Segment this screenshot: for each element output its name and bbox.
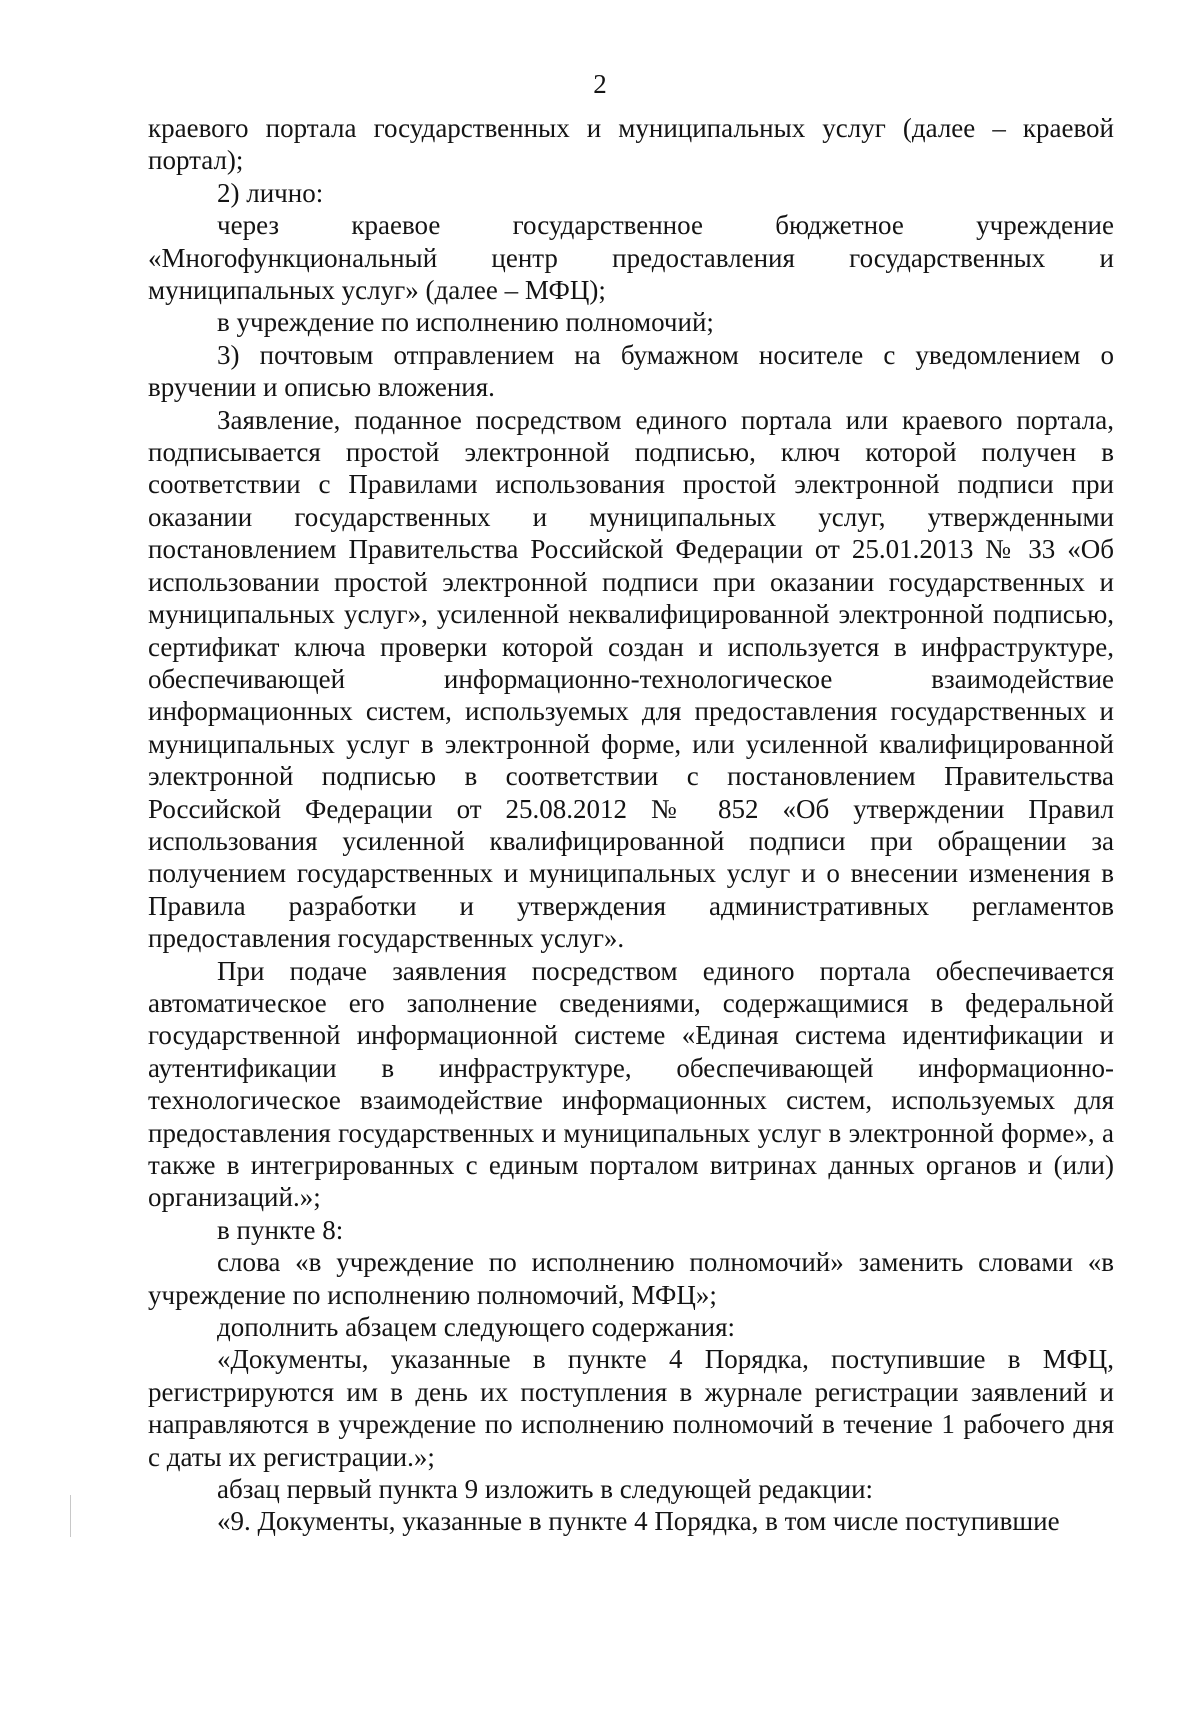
paragraph: в пункте 8:: [217, 1214, 344, 1245]
paragraph: дополнить абзацем следующего содержания:: [217, 1312, 736, 1343]
document-body: [148, 112, 1114, 1538]
paragraph: «9. Документы, указанные в пункте 4 Порядка, в том числе поступившие: [217, 1506, 1060, 1537]
page-number: 2: [593, 69, 607, 99]
paragraph: 3) почтовым отправлением на бумажном носителе с уведомлением о вручении и описью вложения.: [148, 339, 1114, 403]
paragraph: «Документы, указанные в пункте 4 Порядка, поступившие в МФЦ, регистрируются им в день их поступления в журнале регистрации заявлений и направляются в учреждение по исполнению полномочий в течение 1 рабочего дня с даты их регистрации.»;: [148, 1344, 1114, 1472]
paragraph: При подаче заявления посредством единого портала обеспечивается автоматическое его заполнение сведениями, содержащимися в федеральной государственной информационной системе «Единая система идентификации и аутентификации в инфраструктуре, обеспечивающей информационно-технологическое взаимодействие информационных систем, используемых для предоставления государственных и муниципальных услуг в электронной форме», а также в интегрированных с единым порталом витринах данных органов и (или) организаций.»;: [148, 955, 1114, 1213]
paragraph: абзац первый пункта 9 изложить в следующей редакции:: [217, 1474, 874, 1505]
scan-margin-mark: [70, 1495, 71, 1537]
paragraph: в учреждение по исполнению полномочий;: [217, 307, 714, 338]
paragraph: краевого портала государственных и муниципальных услуг (далее – краевой портал);: [148, 113, 1114, 176]
paragraph: через краевое государственное бюджетное учреждение «Многофункциональный центр предоставления государственных и муниципальных услуг» (далее – МФЦ);: [148, 210, 1114, 306]
paragraph: слова «в учреждение по исполнению полномочий» заменить словами «в учреждение по исполнению полномочий, МФЦ»;: [148, 1247, 1114, 1310]
paragraph: 2) лично:: [217, 177, 324, 208]
paragraph: Заявление, поданное посредством единого портала или краевого портала, подписывается простой электронной подписью, ключ которой получен в соответствии с Правилами использования простой электронной подписи при оказании государственных и муниципальных услуг, утвержденными постановлением Правительства Российской Федерации от 25.01.2013 № 33 «Об использовании простой электронной подписи при оказании государственных и муниципальных услуг», усиленной неквалифицированной электронной подписью, сертификат ключа проверки которой создан и используется в инфраструктуре, обеспечивающей информационно-технологическое взаимодействие информационных систем, используемых для предоставления государственных и муниципальных услуг в электронной форме, или усиленной квалифицированной электронной подписью в соответствии с постановлением Правительства Российской Федерации от 25.08.2012 № 852 «Об утверждении Правил использования усиленной квалифицированной подписи при обращении за получением государственных и муниципальных услуг и о внесении изменения в Правила разработки и утверждения административных регламентов предоставления государственных услуг».: [148, 404, 1114, 954]
